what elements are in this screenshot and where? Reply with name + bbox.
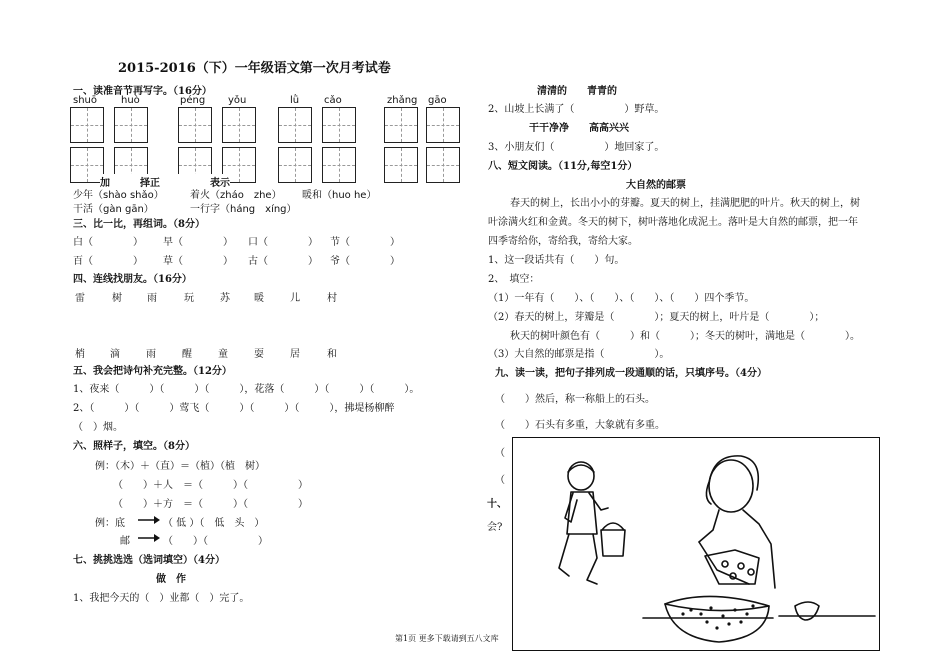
fragment-hui: 会?: [487, 522, 503, 533]
match-bottom-1[interactable]: 梢: [75, 349, 85, 360]
right-q2: 2、山坡上长满了（ ）野草。: [488, 104, 665, 115]
s6-line-3-answer: （ ）（ ）: [163, 536, 268, 547]
poem-line-1: 1、夜来（ ）（ ）（ ），花落（ ）（ ）（ ）。: [73, 384, 420, 395]
reading-q2-2: （2）春天的树上，芽瓣是（ ）；夏天的树上，叶片是（ ）；: [488, 312, 825, 323]
section6-heading: 六、照样子，填空。（8分）: [73, 441, 195, 452]
match-top-7[interactable]: 儿: [290, 293, 300, 304]
match-top-5[interactable]: 苏: [220, 293, 230, 304]
section9-heading: 九、读一读，把句子排列成一段通顺的话，只填序号。（4分）: [495, 368, 767, 379]
reading-q1: 1、这一段话共有（ ）句。: [488, 255, 625, 266]
passage-line-1: 春天的树上，长出小小的芽瓣。夏天的树上，挂满肥肥的叶片。秋天的树上，树: [510, 198, 860, 209]
writing-grid[interactable]: [70, 107, 104, 143]
match-top-6[interactable]: 暖: [254, 293, 264, 304]
writing-grid[interactable]: [384, 147, 418, 183]
match-bottom-2[interactable]: 滴: [110, 349, 120, 360]
match-bottom-5[interactable]: 童: [218, 349, 228, 360]
fragment-paren-1: （: [495, 448, 505, 459]
s3-r1-3: 口（ ）: [248, 237, 318, 248]
s6-example-1: 例：（木）＋（直）＝（植）（植 树）: [95, 461, 265, 472]
pinyin-3: péng: [180, 95, 206, 106]
s2-item-1: 少年（shào shǎo）: [73, 190, 164, 201]
passage-line-3: 四季寄给你，寄给我，寄给大家。: [488, 236, 638, 247]
reading-q2-1: （1）一年有（ ）、（ ）、（ ）、（ ）四个季节。: [488, 293, 755, 304]
match-bottom-6[interactable]: 耍: [254, 349, 264, 360]
reading-q2-2-cont: 秋天的树叶颜色有（ ）和（ ）；冬天的树叶，满地是（ ）。: [510, 331, 860, 342]
fragment-section10: 十、: [487, 499, 507, 510]
pinyin-2: huò: [121, 95, 140, 106]
pinyin-8: gāo: [428, 95, 447, 106]
pinyin-4: yǒu: [228, 95, 247, 106]
writing-grid[interactable]: [114, 107, 148, 143]
arrow-right-icon: [138, 515, 160, 525]
s2-item-4: 干活（gàn gān）: [73, 204, 154, 215]
match-top-2[interactable]: 树: [112, 293, 122, 304]
section2-heading-fragment: 加 择正 表示: [100, 174, 230, 189]
right-q3: 3、小朋友们（ ）地回家了。: [488, 142, 665, 153]
section5-heading: 五、我会把诗句补充完整。（12分）: [73, 366, 232, 377]
s7-word-choices: 做 作: [156, 574, 186, 585]
reading-q2-3: （3）大自然的邮票是指（ ）。: [488, 349, 670, 360]
passage-line-2: 叶涂满火红和金黄。冬天的树下，树叶落地化成泥土。落叶是大自然的邮票，把一年: [488, 217, 858, 228]
page-footer: 第1页 更多下载请到五八文库: [395, 634, 499, 643]
section7-heading: 七、挑挑选选（选词填空）（4分）: [73, 555, 225, 566]
writing-grid[interactable]: [384, 107, 418, 143]
writing-grid[interactable]: [70, 147, 104, 183]
s6-line-1: （ ）＋人 ＝（ ）（ ）: [113, 480, 308, 491]
word-choices-2: 干干净净 高高兴兴: [529, 123, 629, 134]
section8-heading: 八、短文阅读。（11分,每空1分）: [488, 161, 638, 172]
writing-grid[interactable]: [278, 147, 312, 183]
s3-r1-1: 白（ ）: [73, 237, 143, 248]
writing-grid[interactable]: [278, 107, 312, 143]
s3-r1-4: 节（ ）: [330, 237, 400, 248]
poem-line-2: 2、（ ）（ ）莺飞（ ）（ ）（ ），拂堤杨柳醉: [73, 403, 395, 414]
s6-line-3-char: 邮: [120, 536, 130, 547]
match-bottom-4[interactable]: 醒: [182, 349, 192, 360]
match-top-8[interactable]: 村: [327, 293, 337, 304]
pinyin-5: lǜ: [290, 95, 300, 106]
pinyin-1: shuō: [73, 95, 98, 106]
section3-heading: 三、比一比，再组词。（8分）: [73, 219, 205, 230]
match-top-3[interactable]: 雨: [147, 293, 157, 304]
s3-r2-4: 爷（ ）: [330, 256, 400, 267]
match-bottom-7[interactable]: 居: [290, 349, 300, 360]
s6-example-2-answer: （ 低 ）（ 低 头 ）: [163, 518, 265, 529]
s3-r2-1: 百（ ）: [73, 256, 143, 267]
writing-grid[interactable]: [178, 107, 212, 143]
pinyin-7: zhǎng: [387, 95, 418, 106]
s3-r1-2: 早（ ）: [163, 237, 233, 248]
section4-heading: 四、连线找朋友。（16分）: [73, 274, 192, 285]
s7-question-1: 1、我把今天的（ ）业都（ ）完了。: [73, 593, 250, 604]
s3-r2-2: 草（ ）: [163, 256, 233, 267]
illustration-mother-and-child: [512, 437, 880, 651]
writing-grid[interactable]: [426, 147, 460, 183]
s2-item-2: 着火（zháo zhe）: [190, 190, 282, 201]
match-top-1[interactable]: 雷: [75, 293, 85, 304]
s6-line-2: （ ）＋方 ＝（ ）（ ）: [113, 499, 308, 510]
illustration-drawing-icon: [513, 438, 878, 649]
pinyin-6: cǎo: [324, 95, 342, 106]
order-sentence-1: （ ）然后，称一称船上的石头。: [495, 394, 655, 405]
writing-grid[interactable]: [426, 107, 460, 143]
writing-grid[interactable]: [222, 107, 256, 143]
match-bottom-3[interactable]: 雨: [146, 349, 156, 360]
writing-grid[interactable]: [322, 107, 356, 143]
poem-line-3: （ ）烟。: [73, 422, 123, 433]
s3-r2-3: 古（ ）: [248, 256, 318, 267]
passage-title: 大自然的邮票: [626, 180, 686, 191]
s2-item-5: 一行字（háng xíng）: [190, 204, 297, 215]
arrow-right-icon: [138, 533, 160, 543]
match-bottom-8[interactable]: 和: [327, 349, 337, 360]
writing-grid[interactable]: [322, 147, 356, 183]
word-choices-1: 清清的 青青的: [537, 86, 617, 97]
match-top-4[interactable]: 玩: [184, 293, 194, 304]
s2-item-3: 暖和（huo he）: [302, 190, 377, 201]
section1-heading: 一、读准音节再写字。（16分）: [73, 86, 212, 97]
reading-q2: 2、 填空：: [488, 274, 540, 285]
fragment-paren-2: （: [495, 475, 505, 486]
page-title: 2015-2016（下）一年级语文第一次月考试卷: [118, 61, 391, 76]
order-sentence-2: （ ）石头有多重，大象就有多重。: [495, 420, 665, 431]
s6-example-2-char: 例：底: [95, 518, 125, 529]
